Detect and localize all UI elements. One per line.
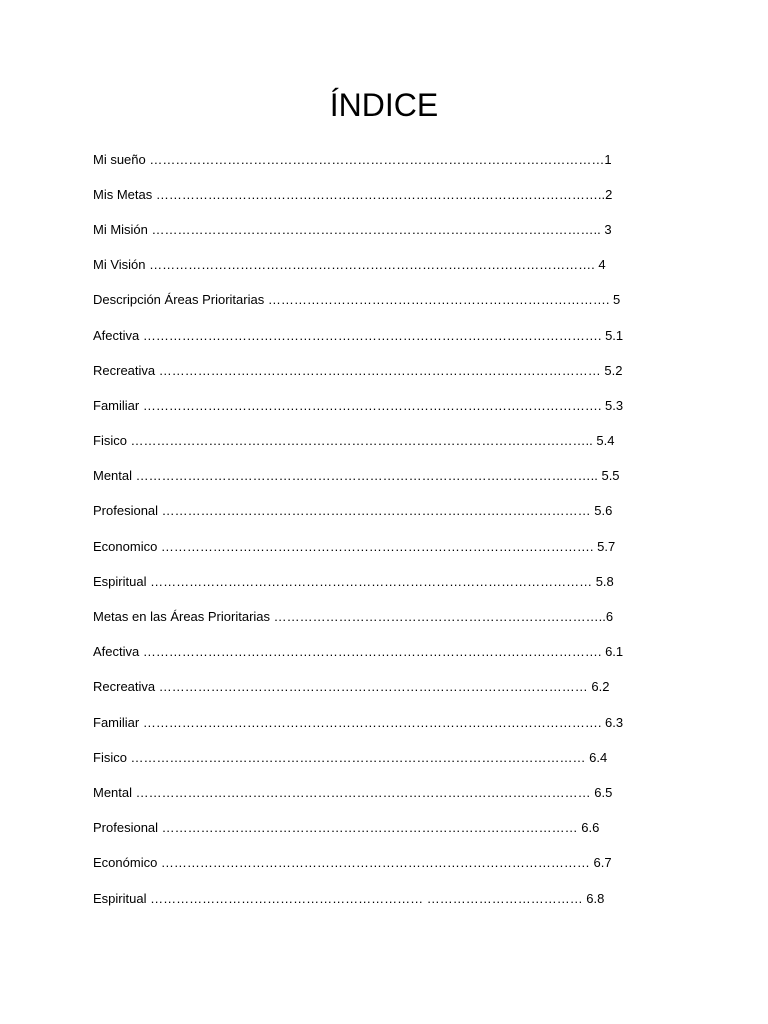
toc-entry-mi-mision: Mi Misión ………………………………………………………………………………………….. 3 bbox=[93, 221, 612, 237]
toc-entry-espiritual-5-8: Espiritual ………………………………………………………………………………………… 5.8 bbox=[93, 573, 614, 589]
toc-entry-economico-6-7: Económico ……………………………………………………………………………………… 6.7 bbox=[93, 855, 612, 871]
toc-entry-descripcion-areas: Descripción Áreas Prioritarias ……………………………………………………………………. 5 bbox=[93, 292, 621, 308]
toc-entry-recreativa-5-2: Recreativa ………………………………………………………………………………………… 5.2 bbox=[93, 362, 623, 378]
toc-entry-mi-vision: Mi Visión …………………………………………………………………………………………. 4 bbox=[93, 257, 606, 273]
toc-entry-metas-areas: Metas en las Áreas Prioritarias …………………………………………………………………..6 bbox=[93, 609, 614, 625]
toc-entry-profesional-6-6: Profesional …………………………………………………………………………………… 6.6 bbox=[93, 820, 600, 836]
toc-entry-afectiva-5-1: Afectiva ……………………………………………………………………………………………. 5.1 bbox=[93, 327, 624, 343]
toc-entry-fisico-5-4: Fisico …………………………………………………………………………………………….. 5.4 bbox=[93, 433, 615, 449]
toc-entry-mental-5-5: Mental …………………………………………………………………………………………….. 5.5 bbox=[93, 468, 620, 484]
toc-entry-fisico-6-4: Fisico …………………………………………………………………………………………… 6.4 bbox=[93, 749, 608, 765]
table-of-contents bbox=[93, 142, 673, 916]
toc-entry-mis-metas: Mis Metas …………………………………………………………………………………………..2 bbox=[93, 186, 613, 202]
toc-entry-mental-6-5: Mental …………………………………………………………………………………………… 6.5 bbox=[93, 784, 613, 800]
toc-entry-profesional-5-6: Profesional ……………………………………………………………………………………… 5.6 bbox=[93, 503, 613, 519]
page-title: ÍNDICE bbox=[329, 87, 439, 123]
toc-entry-economico-5-7: Economico ………………………………………………………………………………………. 5.7 bbox=[93, 538, 616, 554]
toc-entry-recreativa-6-2: Recreativa ……………………………………………………………………………………… 6.2 bbox=[93, 679, 610, 695]
toc-entry-familiar-5-3: Familiar ……………………………………………………………………………………………. 5.3 bbox=[93, 397, 624, 413]
toc-entry-espiritual-6-8: Espiritual ……………………………………………………… ……………………………… 6.8 bbox=[93, 890, 605, 906]
toc-entry-mi-sueno: Mi sueño ……………………………………………………………………………………………1 bbox=[93, 151, 612, 167]
toc-entry-familiar-6-3: Familiar ……………………………………………………………………………………………. 6.3 bbox=[93, 714, 624, 730]
toc-entry-afectiva-6-1: Afectiva ……………………………………………………………………………………………. 6.1 bbox=[93, 644, 624, 660]
